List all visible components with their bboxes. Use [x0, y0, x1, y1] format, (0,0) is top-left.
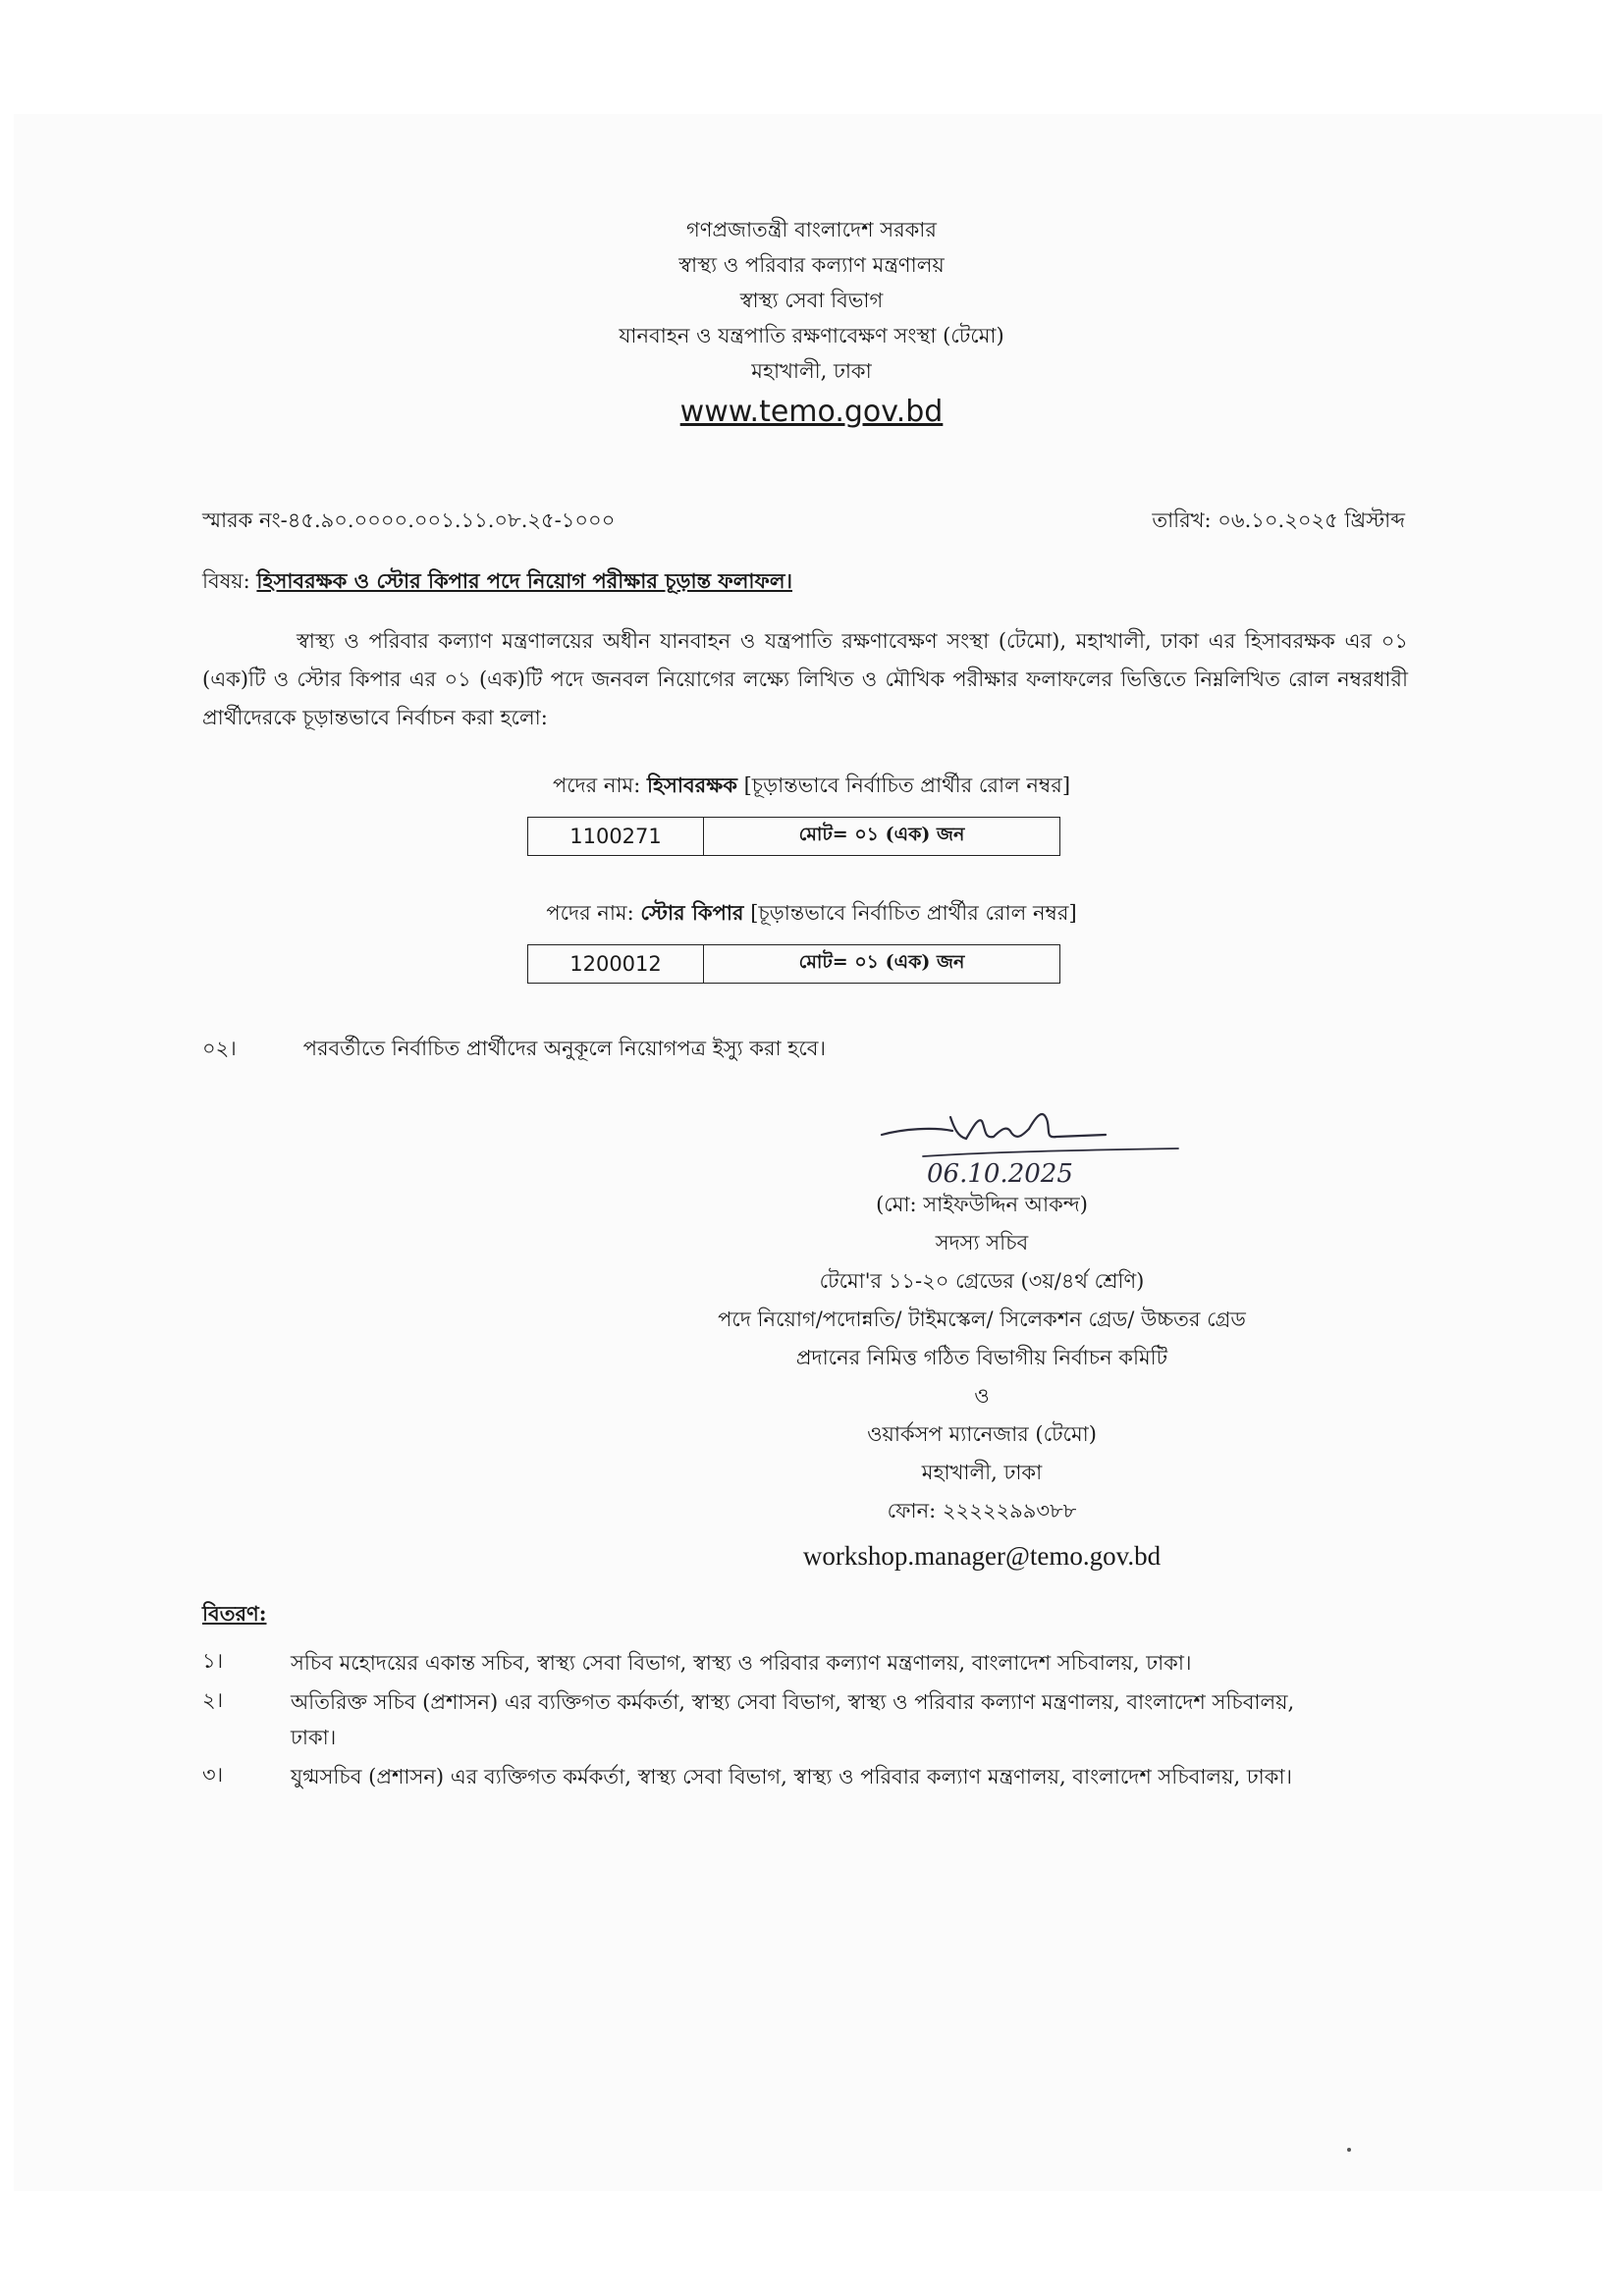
header-government: গণপ্রজাতন্ত্রী বাংলাদেশ সরকার	[686, 218, 937, 241]
distribution-item-3	[202, 1759, 1331, 1794]
memo-number: স্মারক নং-৪৫.৯০.০০০০.০০১.১১.০৮.২৫-১০০০	[202, 508, 616, 532]
table-row	[528, 945, 1060, 984]
item-text: যুগ্মসচিব (প্রশাসন) এর ব্যক্তিগত কর্মকর্তা, স্বাস্থ্য সেবা বিভাগ, স্বাস্থ্য ও পরিবার কল্যাণ মন্ত্রণালয়, বাংলাদেশ সচিবালয়, ঢাকা।	[291, 1765, 1293, 1789]
signatory-email-link[interactable]: workshop.manager@temo.gov.bd	[802, 1541, 1162, 1571]
header-ministry: স্বাস্থ্য ও পরিবার কল্যাণ মন্ত্রণালয়	[678, 253, 945, 277]
result-table-store-keeper	[527, 944, 1060, 984]
post-note: [চূড়ান্তভাবে নির্বাচিত প্রার্থীর রোল নম্বর]	[750, 901, 1077, 925]
committee-line-3: প্রদানের নিমিত্ত গঠিত বিভাগীয় নির্বাচন কমিটি	[795, 1346, 1168, 1369]
scan-speck	[1347, 2148, 1351, 2152]
signatory-designation: ওয়ার্কসপ ম্যানেজার (টেমো)	[867, 1422, 1097, 1446]
roll-number: 1200012	[528, 945, 704, 984]
subject-line	[202, 565, 792, 600]
post-name: হিসাবরক্ষক	[646, 773, 737, 797]
item-text: অতিরিক্ত সচিব (প্রশাসন) এর ব্যক্তিগত কর্মকর্তা, স্বাস্থ্য সেবা বিভাগ, স্বাস্থ্য ও পরিবার কল্যাণ মন্ত্রণালয়, বাংলাদেশ সচিবালয়, ঢাকা।	[291, 1690, 1295, 1749]
item-text: পরবর্তীতে নির্বাচিত প্রার্থীদের অনুকূলে নিয়োগপত্র ইস্যু করা হবে।	[302, 1037, 826, 1060]
signatory-location: মহাখালী, ঢাকা	[921, 1461, 1043, 1484]
issue-date: তারিখ: ০৬.১০.২০২৫ খ্রিস্টাব্দ	[1152, 508, 1405, 532]
roll-number: 1100271	[528, 818, 704, 856]
item-2	[202, 1033, 826, 1067]
post-title-accountant	[0, 770, 1623, 804]
conjunction: ও	[974, 1384, 990, 1408]
table-row	[528, 818, 1060, 856]
handwritten-signature	[864, 1099, 1217, 1188]
post-label: পদের নাম:	[546, 901, 634, 925]
distribution-item-1	[202, 1645, 1331, 1681]
committee-line-2: পদে নিয়োগ/পদোন্নতি/ টাইমস্কেল/ সিলেকশন গ্রেড/ উচ্চতর গ্রেড	[718, 1308, 1246, 1331]
header-website-link[interactable]: www.temo.gov.bd	[679, 395, 944, 429]
committee-line-1: টেমো'র ১১-২০ গ্রেডের (৩য়/৪র্থ শ্রেণি)	[819, 1269, 1145, 1293]
post-note: [চূড়ান্তভাবে নির্বাচিত প্রার্থীর রোল নম্বর]	[743, 774, 1071, 797]
item-number: ২।	[202, 1688, 224, 1712]
signatory-title: সদস্য সচিব	[935, 1231, 1029, 1255]
subject-label: বিষয়:	[202, 569, 250, 593]
item-number: ৩।	[202, 1763, 224, 1787]
total-count: মোট= ০১ (এক) জন	[704, 945, 1060, 984]
post-name: স্টোর কিপার	[640, 900, 744, 925]
subject-text: হিসাবরক্ষক ও স্টোর কিপার পদে নিয়োগ পরীক্ষার চূড়ান্ত ফলাফল।	[256, 568, 793, 593]
distribution-item-2	[202, 1684, 1331, 1755]
item-number: ০২।	[202, 1037, 237, 1060]
header-address: মহাখালী, ঢাকা	[751, 359, 872, 383]
distribution-title: বিতরণ:	[202, 1601, 267, 1626]
signatory-phone: ফোন: ২২২২২৯৯৩৮৮	[887, 1499, 1077, 1522]
body-paragraph: স্বাস্থ্য ও পরিবার কল্যাণ মন্ত্রণালয়ের অধীন যানবাহন ও যন্ত্রপাতি রক্ষণাবেক্ষণ সংস্থা (টেমো), মহাখালী, ঢাকা এর হিসাবরক্ষক এর ০১ (এক)টি ও স্টোর কিপার এর ০১ (এক)টি পদে জনবল নিয়োগের লক্ষ্যে লিখিত ও মৌখিক পরীক্ষার ফলাফলের ভিত্তিতে নিম্নলিখিত রোল নম্বরধারী প্রার্থীদেরকে চূড়ান্তভাবে নির্বাচন করা হলো:	[202, 629, 1408, 729]
header-division: স্বাস্থ্য সেবা বিভাগ	[739, 289, 884, 312]
signatory-name: (মো: সাইফউদ্দিন আকন্দ)	[876, 1193, 1088, 1216]
signature-block	[628, 1186, 1335, 1577]
post-label: পদের নাম:	[552, 774, 641, 797]
item-number: ১।	[202, 1649, 224, 1673]
handwritten-date: 06.10.2025	[927, 1159, 1073, 1188]
letterhead	[0, 212, 1623, 432]
post-title-store-keeper	[0, 897, 1623, 932]
total-count: মোট= ০১ (এক) জন	[704, 818, 1060, 856]
header-organization: যানবাহন ও যন্ত্রপাতি রক্ষণাবেক্ষণ সংস্থা (টেমো)	[619, 324, 1004, 347]
item-text: সচিব মহোদয়ের একান্ত সচিব, স্বাস্থ্য সেবা বিভাগ, স্বাস্থ্য ও পরিবার কল্যাণ মন্ত্রণালয়, বাংলাদেশ সচিবালয়, ঢাকা।	[291, 1651, 1192, 1675]
result-table-accountant	[527, 817, 1060, 856]
